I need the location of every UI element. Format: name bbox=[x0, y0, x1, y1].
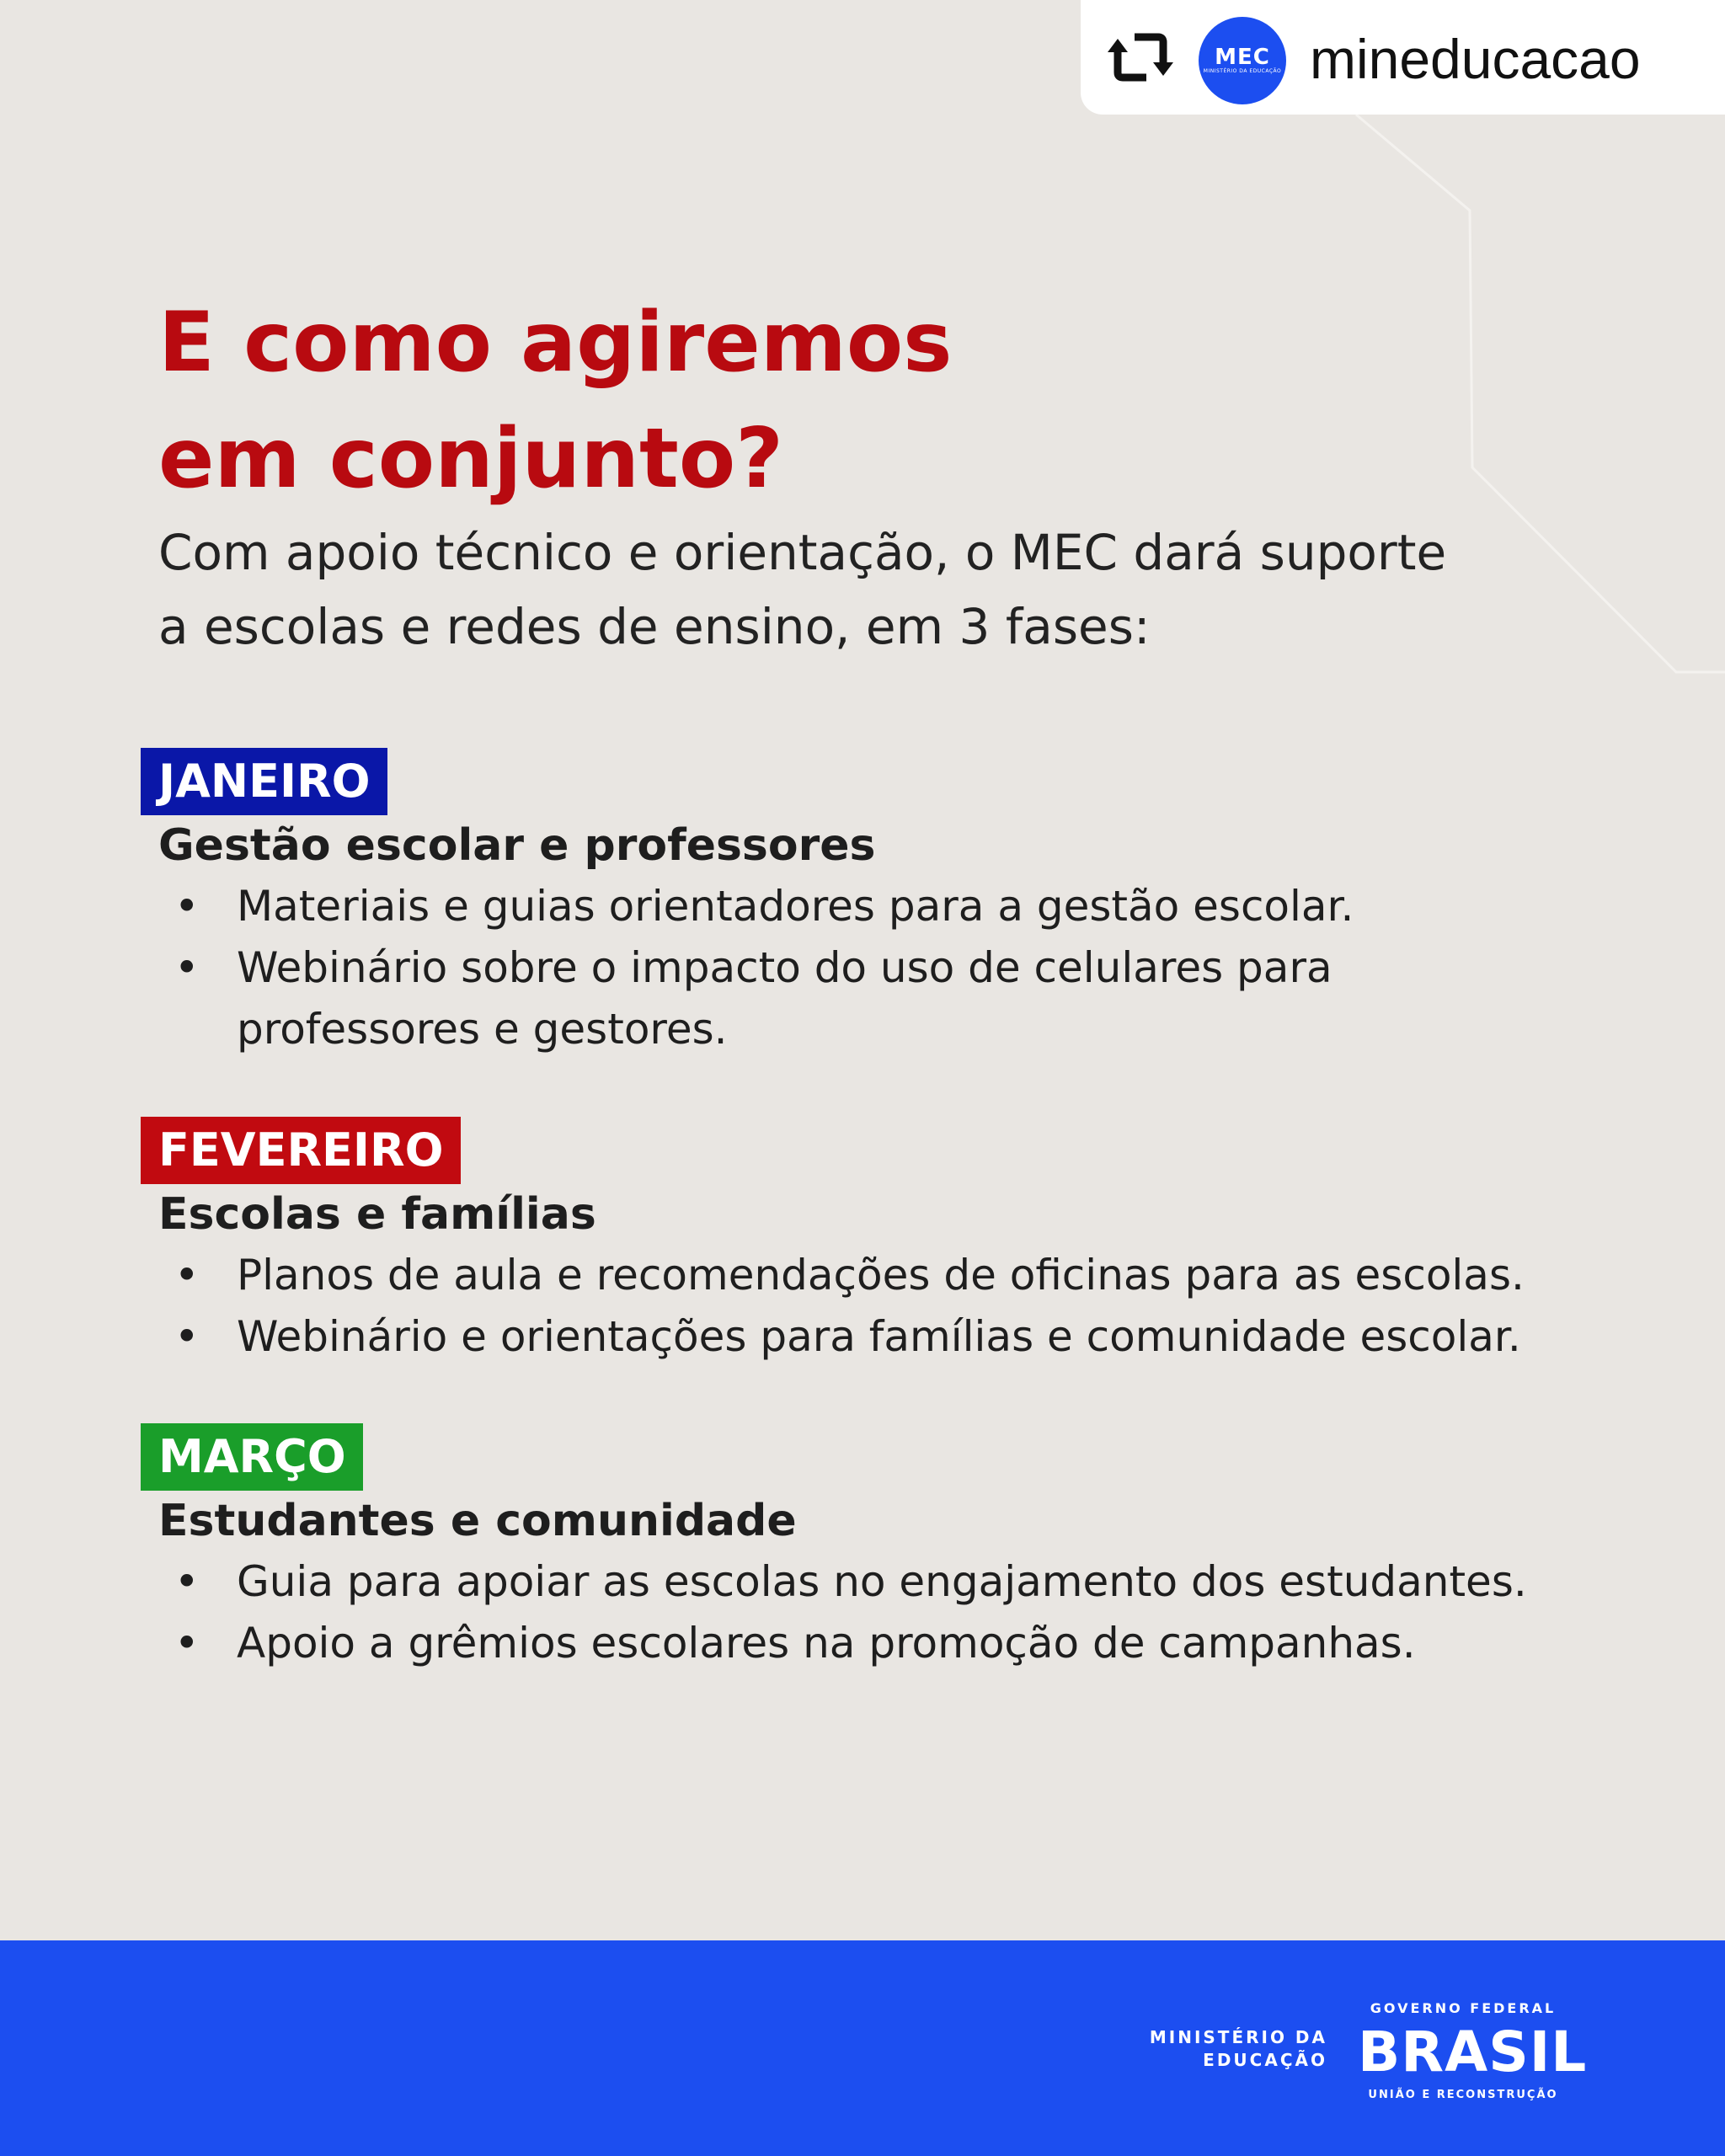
phase-title: Estudantes e comunidade bbox=[158, 1496, 797, 1546]
title-line-2: em conjunto? bbox=[158, 411, 784, 507]
phase-list bbox=[141, 1551, 1573, 1674]
bullet-icon: • bbox=[174, 1251, 200, 1299]
list-item-text: Apoio a grêmios escolares na promoção de campanhas. bbox=[237, 1619, 1416, 1668]
month-badge: MARÇO bbox=[141, 1423, 363, 1491]
phase-title: Escolas e famílias bbox=[158, 1189, 596, 1240]
list-item bbox=[141, 876, 1573, 937]
phase-january bbox=[141, 748, 1573, 1060]
intro-line-1: Com apoio técnico e orientação, o MEC dará suporte bbox=[158, 524, 1447, 581]
month-badge: FEVEREIRO bbox=[141, 1117, 461, 1184]
phase-list bbox=[141, 1245, 1573, 1368]
bullet-icon: • bbox=[174, 1619, 200, 1668]
month-badge: JANEIRO bbox=[141, 748, 387, 815]
bullet-icon: • bbox=[174, 1312, 200, 1361]
ministry-line-2: EDUCAÇÃO bbox=[1203, 2050, 1327, 2070]
phase-title: Gestão escolar e professores bbox=[158, 820, 876, 871]
title-line-1: E como agiremos bbox=[158, 295, 953, 391]
brasil-wordmark: BRASIL bbox=[1358, 2020, 1588, 2084]
avatar[interactable] bbox=[1199, 17, 1286, 104]
bullet-icon: • bbox=[174, 1557, 200, 1606]
bullet-icon: • bbox=[174, 943, 200, 992]
avatar-logo: MEC bbox=[1215, 45, 1270, 70]
list-item bbox=[141, 1551, 1573, 1613]
list-item bbox=[141, 1245, 1573, 1306]
gov-label: GOVERNO FEDERAL bbox=[1370, 2000, 1557, 2016]
list-item-text: Planos de aula e recomendações de oficinas para as escolas. bbox=[237, 1251, 1525, 1299]
list-item-text: Webinário sobre o impacto do uso de celulares para professores e gestores. bbox=[237, 943, 1332, 1054]
list-item bbox=[141, 1306, 1573, 1368]
repost-icon bbox=[1106, 30, 1175, 84]
ministry-logo bbox=[1150, 2026, 1327, 2072]
list-item-text: Webinário e orientações para famílias e comunidade escolar. bbox=[237, 1312, 1521, 1361]
list-item bbox=[141, 937, 1500, 1060]
government-logo bbox=[1358, 1999, 1588, 2104]
footer-bar bbox=[0, 1940, 1725, 2156]
avatar-subtext: MINISTÉRIO DA EDUCAÇÃO bbox=[1203, 68, 1282, 74]
ministry-line-1: MINISTÉRIO DA bbox=[1149, 2027, 1327, 2047]
intro-text bbox=[158, 515, 1472, 664]
username-link[interactable]: mineducacao bbox=[1310, 28, 1641, 90]
repost-badge[interactable] bbox=[1081, 0, 1725, 115]
page-title bbox=[158, 285, 1338, 517]
phase-march bbox=[141, 1423, 1573, 1674]
bullet-icon: • bbox=[174, 882, 200, 931]
gov-slogan: UNIÃO E RECONSTRUÇÃO bbox=[1368, 2089, 1558, 2101]
intro-line-2: a escolas e redes de ensino, em 3 fases: bbox=[158, 598, 1151, 655]
list-item-text: Guia para apoiar as escolas no engajamento dos estudantes. bbox=[237, 1557, 1527, 1606]
list-item-text: Materiais e guias orientadores para a gestão escolar. bbox=[237, 882, 1354, 931]
list-item bbox=[141, 1613, 1573, 1674]
phase-list bbox=[141, 876, 1573, 1060]
phase-february bbox=[141, 1117, 1573, 1368]
